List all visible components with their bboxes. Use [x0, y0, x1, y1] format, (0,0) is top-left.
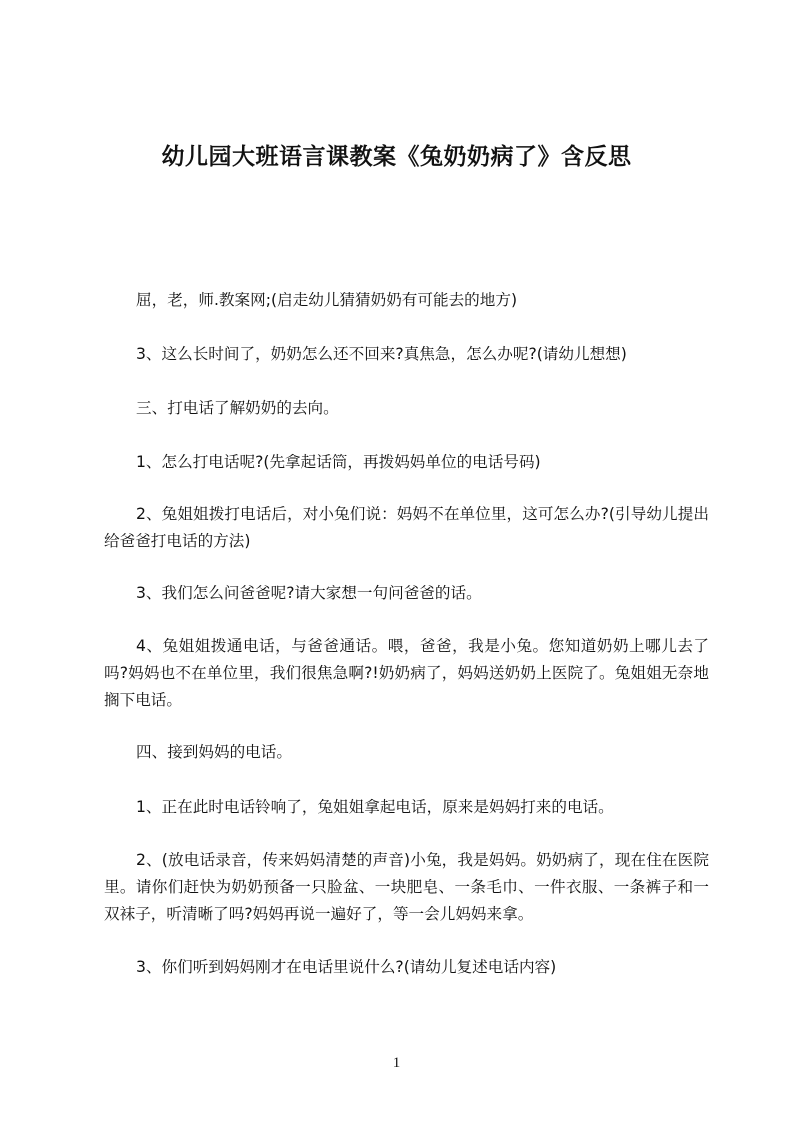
- paragraph-step-2-call-mom: 2、兔姐姐拨打电话后，对小兔们说：妈妈不在单位里，这可怎么办?(引导幼儿提出给爸爸打电话的方法): [104, 505, 709, 550]
- paragraph-step-3-retell: 3、你们听到妈妈刚才在电话里说什么?(请幼儿复述电话内容): [136, 958, 557, 976]
- section-heading-phone-call: 三、打电话了解奶奶的去向。: [136, 399, 339, 417]
- paragraph-step-3-worry: 3、这么长时间了，奶奶怎么还不回来?真焦急，怎么办呢?(请幼儿想想): [136, 345, 627, 363]
- section-heading-mom-call: 四、接到妈妈的电话。: [136, 743, 292, 761]
- document-title: 幼儿园大班语言课教案《兔奶奶病了》含反思: [161, 144, 632, 170]
- paragraph-step-3-ask-dad: 3、我们怎么问爸爸呢?请大家想一句问爸爸的话。: [136, 584, 482, 602]
- page-number: 1: [392, 1055, 401, 1071]
- paragraph-step-2-mom-message: 2、(放电话录音，传来妈妈清楚的声音)小兔，我是妈妈。奶奶病了，现在住在医院里。请你们赶快为奶奶预备一只脸盆、一块肥皂、一条毛巾、一件衣服、一条裤子和一双袜子，听清晰了吗?妈妈再说一遍好了，等一会儿妈妈来拿。: [104, 851, 709, 923]
- paragraph-step-1-how-to-call: 1、怎么打电话呢?(先拿起话筒，再拨妈妈单位的电话号码): [136, 453, 541, 471]
- paragraph-intro-guess: 屈，老，师.教案网;(启走幼儿猜猜奶奶有可能去的地方): [136, 291, 518, 309]
- paragraph-step-4-talk-dad: 4、兔姐姐拨通电话，与爸爸通话。喂，爸爸，我是小兔。您知道奶奶上哪儿去了吗?妈妈也不在单位里，我们很焦急啊?!奶奶病了，妈妈送奶奶上医院了。兔姐姐无奈地搁下电话。: [104, 637, 709, 709]
- paragraph-step-1-phone-rings: 1、正在此时电话铃响了，兔姐姐拿起电话，原来是妈妈打来的电话。: [136, 798, 614, 816]
